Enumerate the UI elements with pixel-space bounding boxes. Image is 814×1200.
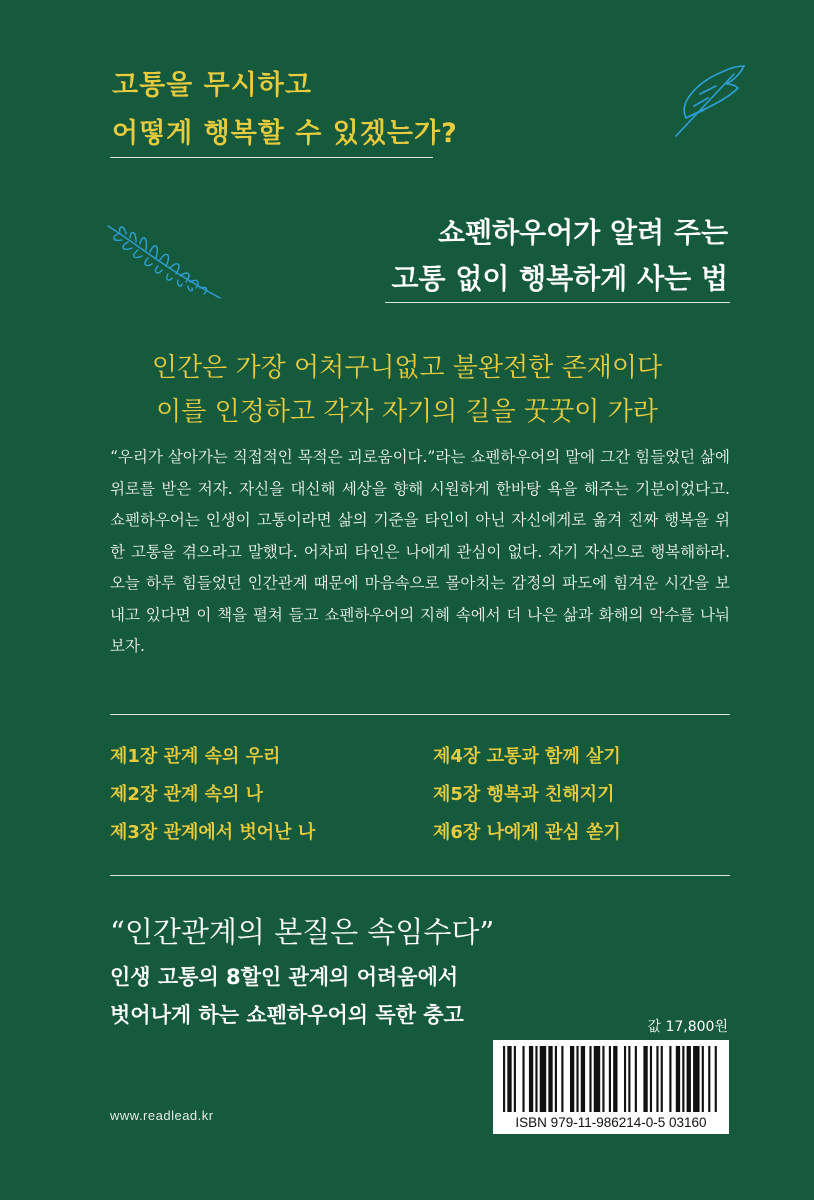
toc-item: 제1장 관계 속의 우리: [110, 746, 281, 767]
barcode-bar: [548, 1046, 552, 1112]
barcode-box: [493, 1040, 729, 1134]
barcode-bar: [656, 1046, 658, 1112]
yellow-quote-line-2: 이를 인정하고 각자 자기의 길을 꿋꿋이 가라: [156, 397, 658, 427]
barcode-bar: [561, 1046, 563, 1112]
price-label: 값 17,800원: [647, 1019, 728, 1035]
barcode: [503, 1046, 719, 1112]
barcode-bar: [570, 1046, 574, 1112]
barcode-bar: [581, 1046, 585, 1112]
barcode-bar: [643, 1046, 647, 1112]
feather-quill-icon: [664, 58, 750, 142]
barcode-bar: [555, 1046, 557, 1112]
barcode-bar: [503, 1046, 505, 1112]
barcode-bar: [529, 1046, 533, 1112]
website-url: www.readlead.kr: [110, 1108, 214, 1123]
barcode-bar: [693, 1046, 699, 1112]
barcode-bar: [535, 1046, 537, 1112]
barcode-bar: [613, 1046, 617, 1112]
subtitle-divider: [385, 302, 730, 303]
barcode-bar: [661, 1046, 663, 1112]
barcode-bar: [676, 1046, 680, 1112]
bottom-blurb: [110, 958, 464, 1034]
bottom-quote: “인간관계의 본질은 속임수다”: [110, 915, 495, 949]
toc-right-column: [433, 738, 621, 852]
barcode-bar: [514, 1046, 516, 1112]
bottom-blurb-line-1: 인생 고통의 8할인 관계의 어려움에서: [110, 965, 459, 989]
barcode-bar: [624, 1046, 626, 1112]
body-paragraph: “우리가 살아가는 직접적인 목적은 괴로움이다.”라는 쇼펜하우어의 말에 그간 힘들었던 삶에 위로를 받은 저자. 자신을 대신해 세상을 향해 시원하게 한바탕 욕을 해주는 기분이었다고. 쇼펜하우어는 인생이 고통이라면 삶의 기준을 타인이 아닌 자신에게로 옮겨 진짜 행복을 위한 고통을 겪으라고 말했다. 어차피 타인은 나에게 관심이 없다. 자기 자신으로 행복해하라. 오늘 하루 힘들었던 인간관계 때문에 마음속으로 몰아치는 감정의 파도에 힘겨운 시간을 보내고 있다면 이 책을 펼쳐 들고 쇼펜하우어의 지혜 속에서 더 나은 삶과 화해의 악수를 나눠 보자.: [110, 448, 730, 655]
top-question-line-2: 어떻게 행복할 수 있겠는가?: [112, 118, 458, 149]
isbn-text: ISBN 979-11-986214-0-5 03160: [515, 1115, 707, 1130]
top-divider: [110, 157, 433, 158]
barcode-bar: [635, 1046, 637, 1112]
subtitle: [391, 210, 728, 302]
toc-bottom-divider: [110, 875, 730, 876]
barcode-bar: [609, 1046, 611, 1112]
toc-item: 제2장 관계 속의 나: [110, 784, 264, 805]
fern-leaf-icon: [104, 222, 224, 304]
bottom-blurb-line-2: 벗어나게 하는 쇼펜하우어의 독한 충고: [110, 1003, 464, 1027]
barcode-bar: [682, 1046, 684, 1112]
barcode-bar: [576, 1046, 578, 1112]
subtitle-line-1: 쇼펜하우어가 알려 주는: [438, 216, 728, 249]
barcode-bar: [669, 1046, 671, 1112]
barcode-bar: [628, 1046, 630, 1112]
toc-top-divider: [110, 714, 730, 715]
subtitle-line-2: 고통 없이 행복하게 사는 법: [391, 262, 728, 295]
barcode-bar: [522, 1046, 524, 1112]
barcode-bar: [687, 1046, 691, 1112]
barcode-bar: [594, 1046, 600, 1112]
barcode-bar: [702, 1046, 704, 1112]
top-question-line-1: 고통을 무시하고: [112, 70, 312, 101]
barcode-bar: [715, 1046, 717, 1112]
barcode-bar: [507, 1046, 511, 1112]
top-question: [112, 62, 458, 158]
barcode-bar: [589, 1046, 591, 1112]
barcode-bar: [602, 1046, 604, 1112]
toc-item: 제5장 행복과 친해지기: [433, 784, 615, 805]
toc-left-column: [110, 738, 315, 852]
yellow-quote-line-1: 인간은 가장 어처구니없고 불완전한 존재이다: [151, 353, 663, 383]
toc-item: 제3장 관계에서 벗어난 나: [110, 822, 316, 843]
toc-item: 제6장 나에게 관심 쏟기: [433, 822, 621, 843]
toc-item: 제4장 고통과 함께 살기: [433, 746, 621, 767]
barcode-bar: [708, 1046, 710, 1112]
barcode-bar: [650, 1046, 652, 1112]
barcode-bar: [540, 1046, 546, 1112]
yellow-quote: [0, 346, 814, 434]
